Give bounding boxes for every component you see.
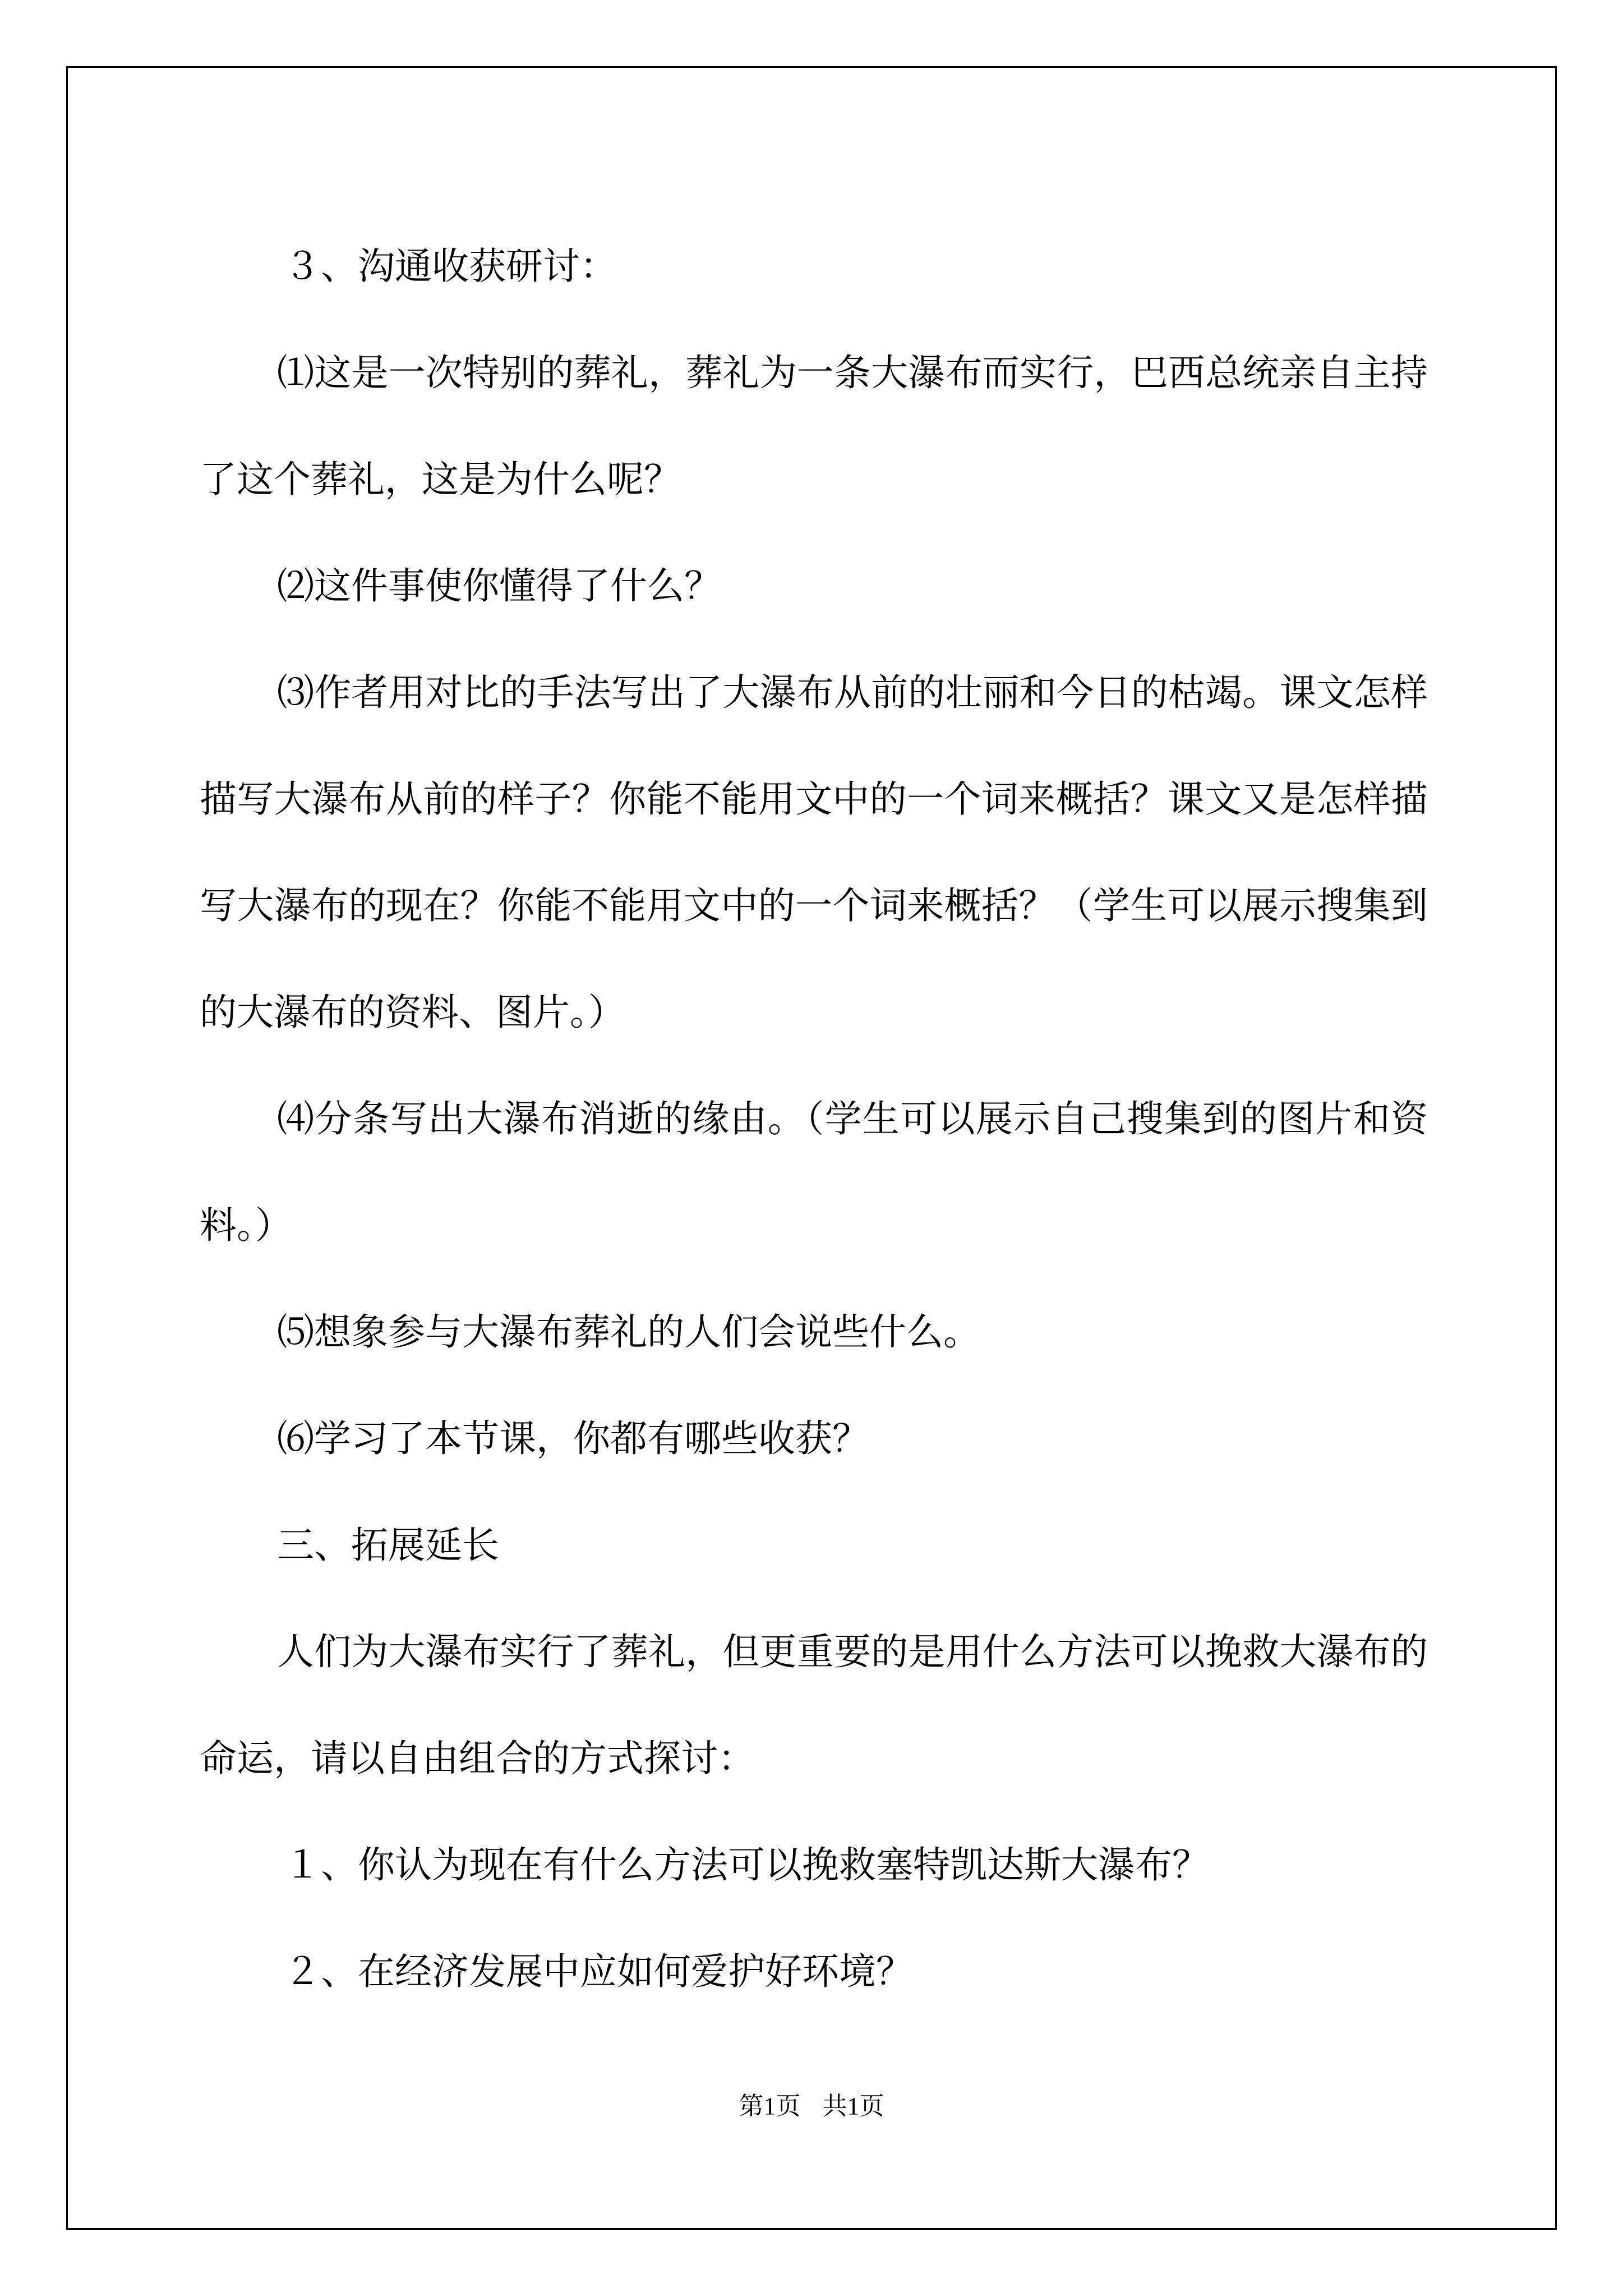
page-footer: [0, 2090, 1623, 2123]
paragraph-question-5: ⑸想象参与大瀑布葬礼的人们会说些什么。: [277, 1310, 980, 1354]
paragraph-extension-intro: 人们为大瀑布实行了葬礼，但更重要的是用什么方法可以挽救大瀑布的命运，请以自由组合的方式探讨：: [200, 1630, 1428, 1780]
paragraph-section-3-heading: ３、沟通收获研讨：: [284, 245, 617, 288]
paragraph-extension-item-2: ２、在经济发展中应如何爱护好环境？: [284, 1950, 913, 1993]
paragraph-question-1: ⑴这是一次特别的葬礼，葬礼为一条大瀑布而实行，巴西总统亲自主持了这个葬礼，这是为什么呢？: [200, 351, 1428, 501]
paragraph-question-4: ⑷分条写出大瀑布消逝的缘由。（学生可以展示自己搜集到的图片和资料。）: [200, 1097, 1428, 1247]
document-body: [200, 213, 1428, 2025]
page-total: 共1页: [822, 2092, 884, 2120]
paragraph-question-2: ⑵这件事使你懂得了什么？: [277, 564, 721, 608]
paragraph-question-6: ⑹学习了本节课，你都有哪些收获？: [277, 1417, 869, 1460]
paragraph-section-three-heading: 三、拓展延长: [277, 1524, 499, 1567]
page-number: 第1页: [739, 2092, 801, 2120]
paragraph-question-3: ⑶作者用对比的手法写出了大瀑布从前的壮丽和今日的枯竭。课文怎样描写大瀑布从前的样子？你能不能用文中的一个词来概括？课文又是怎样描写大瀑布的现在？你能不能用文中的一个词来概括？（学生可以展示搜集到的大瀑布的资料、图片。）: [200, 671, 1428, 1034]
paragraph-extension-item-1: １、你认为现在有什么方法可以挽救塞特凯达斯大瀑布？: [284, 1843, 1209, 1887]
